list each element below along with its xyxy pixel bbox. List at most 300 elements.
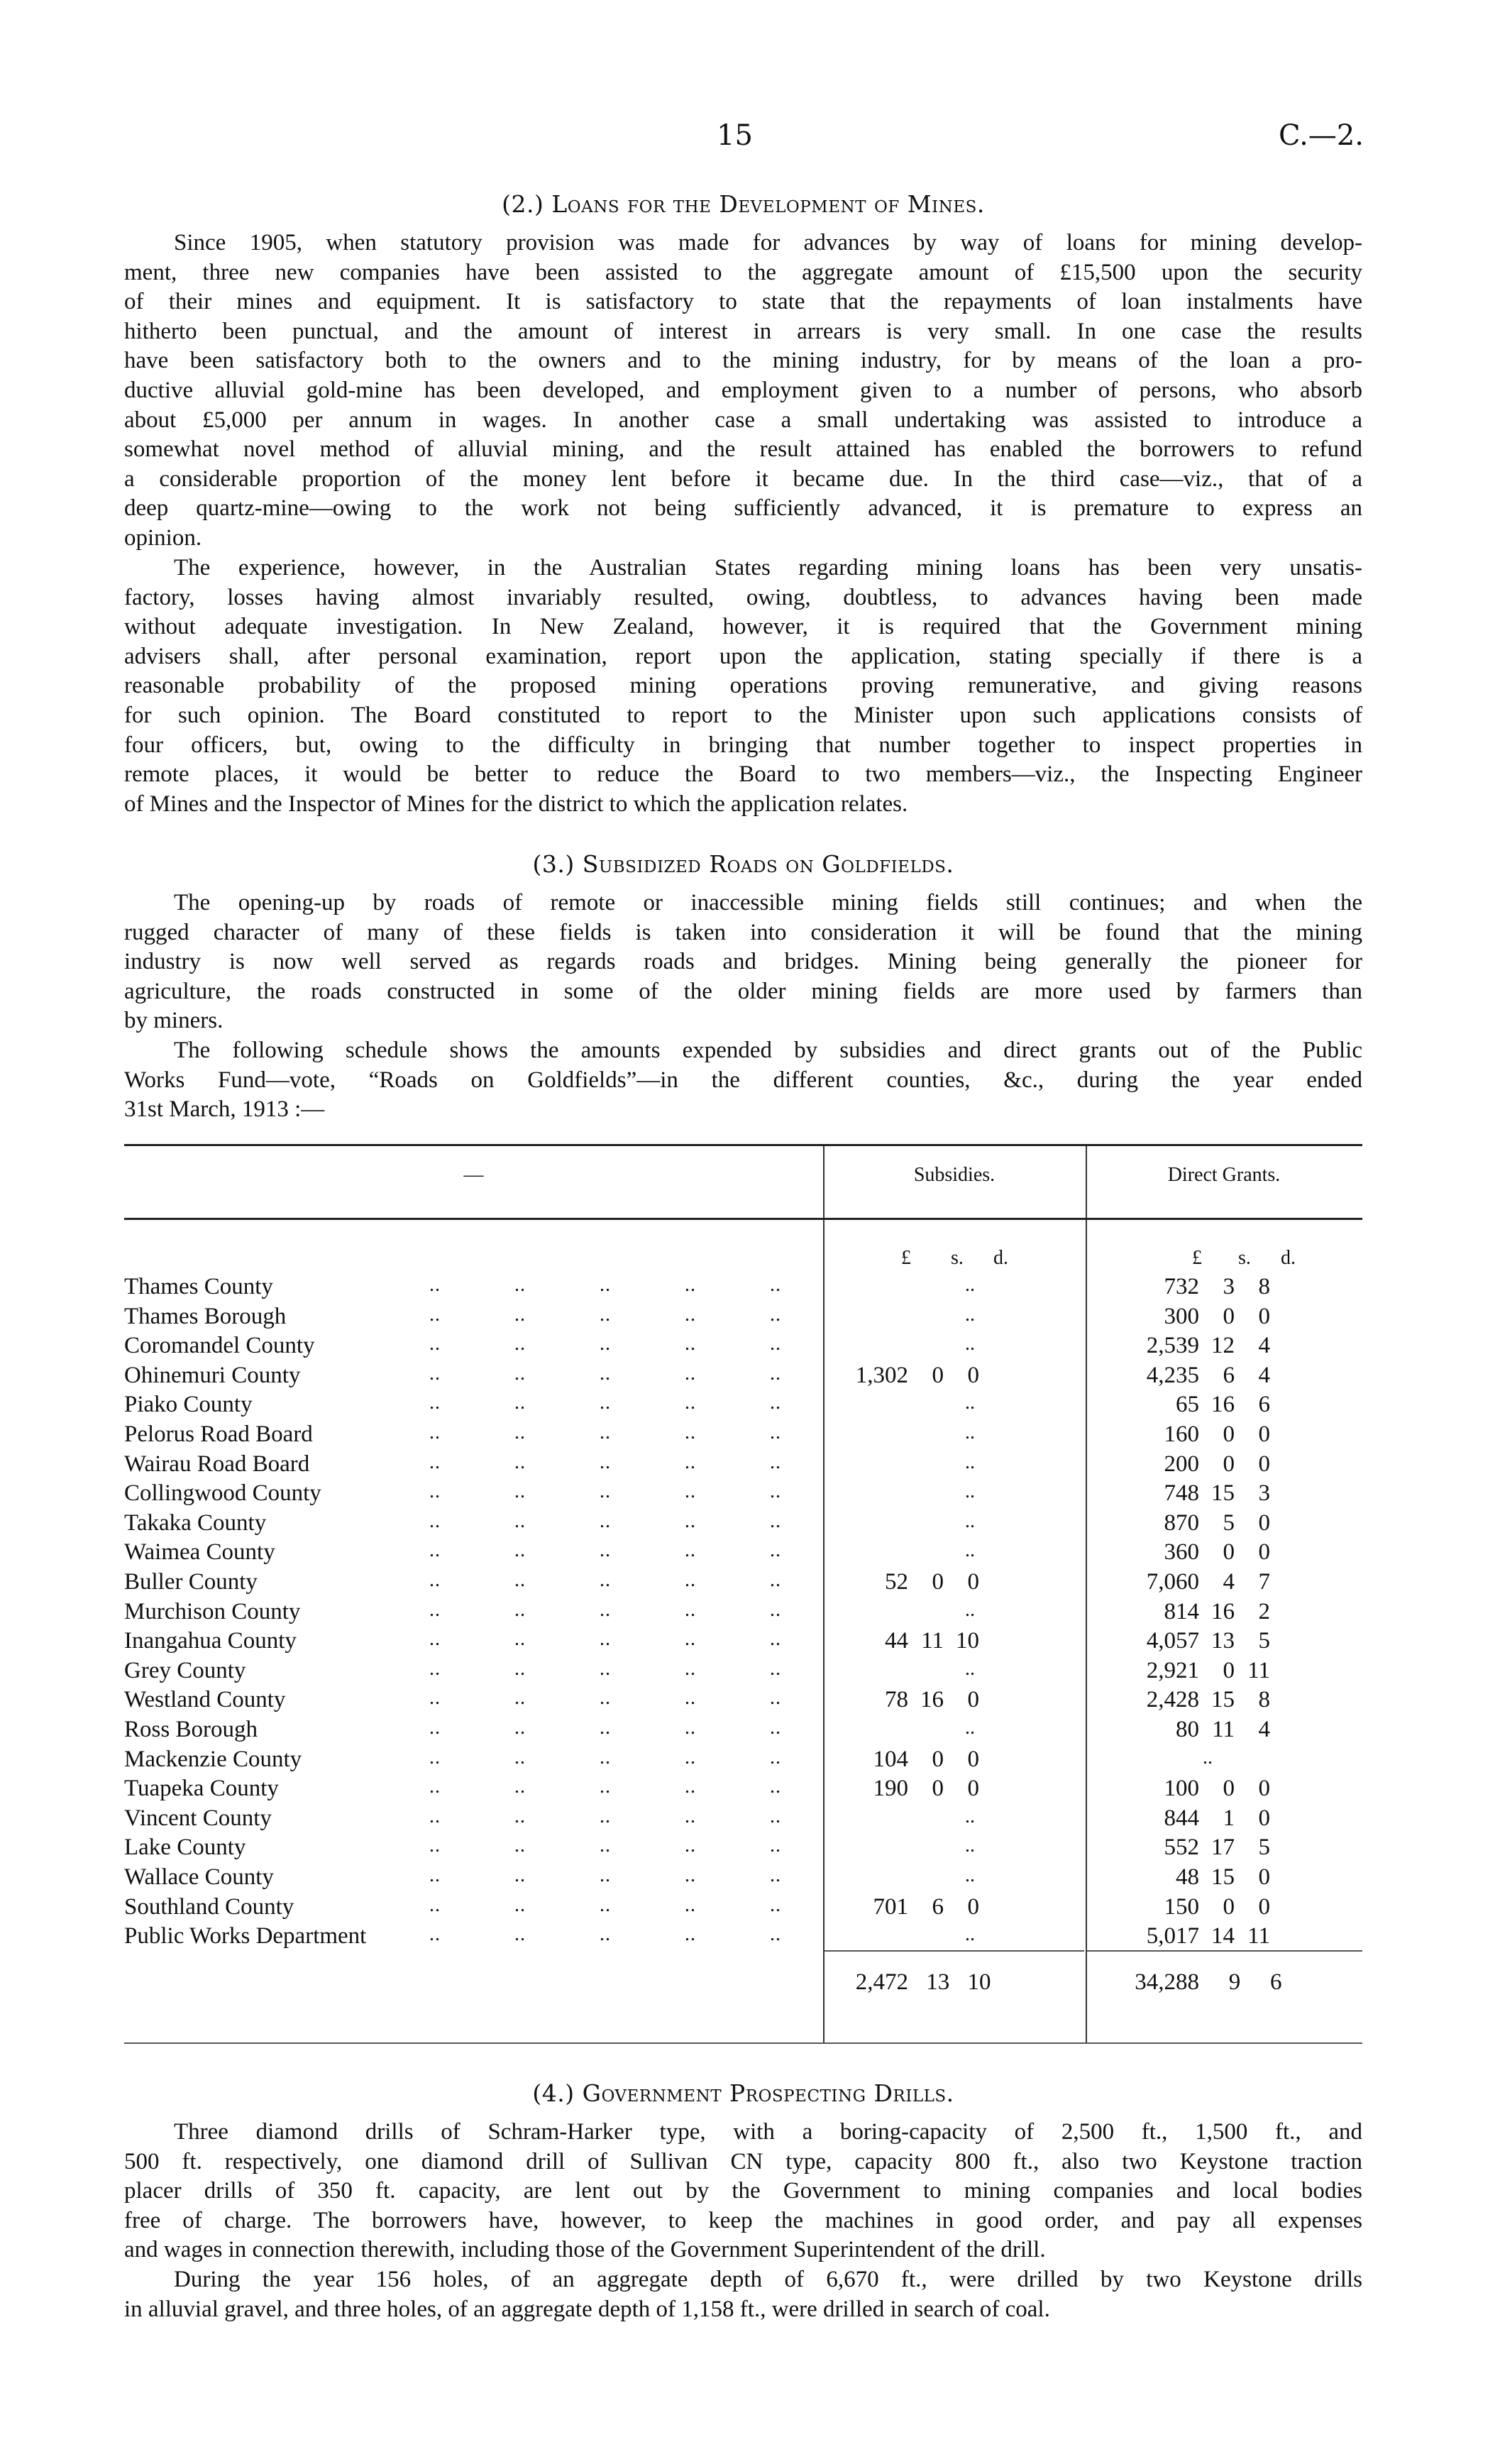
pence-value: 0 [1258,1864,1270,1890]
paragraph-line: ductive alluvial gold-mine has been developed, and employment given to a number of persons, who absorb [124,377,1362,403]
subsidies-cell [823,1894,979,1920]
table-row [124,1569,1362,1599]
dot-leader: .. [514,1392,526,1414]
dot-leader: .. [770,1451,781,1473]
pence-value: 7 [1258,1569,1270,1595]
units-pence: d. [993,1247,1008,1269]
dot-leader: .. [600,1805,611,1827]
empty-cell-marker: .. [965,1923,975,1946]
dot-leader: .. [770,1835,781,1857]
empty-cell-marker: .. [965,1805,975,1827]
pence-value: 5 [1258,1628,1270,1654]
row-label: Grey County [124,1657,246,1683]
paragraph-line: remote places, it would be better to reduce the Board to two members—viz., the Inspecting Engineer [124,761,1362,788]
pence-value: 0 [1258,1805,1270,1831]
dot-leader: .. [514,1451,526,1473]
pence-value: 0 [967,1746,979,1772]
grants-cell [1114,1599,1270,1625]
dot-leader: .. [429,1687,441,1710]
empty-cell-marker: .. [965,1274,975,1296]
dot-leader: .. [600,1362,611,1385]
dot-leader: .. [600,1717,611,1739]
shillings-value: 0 [932,1776,944,1802]
dot-leader: .. [770,1303,781,1326]
pence-value: 0 [967,1569,979,1595]
empty-cell-marker: .. [965,1864,975,1886]
pence-value: 0 [967,1776,979,1802]
dot-leader: .. [600,1864,611,1886]
units-pence: d. [1281,1247,1296,1269]
table-row [124,1421,1362,1451]
section-4-paragraph-1 [124,2118,1362,2265]
paragraph-line: reasonable probability of the proposed mining operations proving remunerative, and giving reasons [124,673,1362,699]
table-row [124,1805,1362,1835]
dot-leader: .. [514,1539,526,1562]
shillings-value: 17 [1211,1835,1235,1861]
pounds-value: 44 [885,1628,908,1654]
pence-value: 11 [1247,1923,1270,1949]
column-header-name: — [463,1164,484,1186]
pence-value: 0 [967,1893,979,1920]
row-label: Wallace County [124,1864,274,1890]
table-top-rule [124,1144,1362,1146]
paragraph-line: for such opinion. The Board constituted to report to the Minister upon such applications consists of [124,702,1362,728]
empty-cell-marker: .. [965,1303,975,1326]
paragraph-line: rugged character of many of these fields is taken into consideration it will be found that the mining [124,919,1362,945]
dot-leader: .. [514,1362,526,1385]
grants-cell [1114,1923,1270,1949]
dot-leader: .. [429,1569,441,1591]
shillings-value: 11 [921,1628,944,1654]
table-row [124,1894,1362,1924]
units-pounds: £ [1192,1247,1202,1269]
section-2-paragraph-1 [124,229,1362,554]
pounds-value: 701 [873,1893,908,1920]
pounds-value: 300 [1164,1303,1199,1329]
pounds-value: 104 [873,1746,908,1772]
shillings-value: 15 [1211,1480,1235,1507]
pence-value: 11 [1247,1657,1270,1683]
grants-cell [1114,1776,1270,1802]
dot-leader: .. [514,1598,526,1621]
pounds-value: 2,428 [1146,1687,1199,1713]
pence-value: 0 [1258,1539,1270,1566]
pounds-value: 870 [1164,1509,1199,1536]
dot-leader: .. [770,1717,781,1739]
empty-cell-marker: .. [965,1509,975,1532]
dot-leader: .. [429,1893,441,1916]
table-row [124,1599,1362,1629]
row-label: Southland County [124,1893,294,1920]
section-3-paragraph-1 [124,889,1362,1036]
dot-leader: .. [514,1333,526,1355]
row-label: Thames County [124,1274,273,1299]
row-label: Collingwood County [124,1480,321,1507]
paragraph-line: The opening-up by roads of remote or inaccessible mining fields still continues; and when the [174,890,1362,915]
shillings-value: 0 [1223,1776,1235,1802]
dot-leader: .. [514,1569,526,1591]
empty-cell-marker: .. [965,1333,975,1355]
dot-leader: .. [685,1333,696,1355]
section-2-paragraph-2 [124,554,1362,819]
pounds-value: 1,302 [855,1362,908,1388]
pence-value: 0 [1258,1776,1270,1802]
paragraph-line: ment, three new companies have been assisted to the aggregate amount of £15,500 upon the security [124,259,1362,285]
pence-value: 2 [1258,1598,1270,1624]
paragraph-line: During the year 156 holes, of an aggregate depth of 6,670 ft., were drilled by two Keystone drills [174,2267,1362,2292]
dot-leader: .. [429,1333,441,1355]
dot-leader: .. [514,1805,526,1827]
section-2-heading: (2.) Loans for the Development of Mines. [502,190,985,218]
shillings-value: 13 [1211,1628,1235,1654]
dot-leader: .. [600,1628,611,1651]
row-label: Piako County [124,1392,253,1418]
shillings-value: 16 [920,1687,944,1713]
subsidies-cell [823,1569,979,1595]
row-label: Pelorus Road Board [124,1421,313,1447]
row-label: Westland County [124,1687,286,1713]
pounds-value: 4,235 [1146,1362,1199,1388]
section-4-heading: (4.) Government Prospecting Drills. [532,2079,954,2107]
grants-cell [1114,1421,1270,1448]
paragraph-line: Since 1905, when statutory provision was made for advances by way of loans for mining develop- [174,230,1362,255]
pence-value: 0 [967,1362,979,1388]
row-label: Wairau Road Board [124,1451,310,1477]
grants-total-rule [1087,1950,1362,1952]
dot-leader: .. [770,1421,781,1443]
dot-leader: .. [514,1657,526,1680]
empty-cell-marker: .. [965,1392,975,1414]
table-row [124,1747,1362,1776]
shillings-value: 12 [1211,1333,1235,1359]
table-header-rule [124,1218,1362,1220]
dot-leader: .. [429,1776,441,1798]
total-pence: 6 [1270,1969,1282,1995]
pounds-value: 2,539 [1146,1333,1199,1359]
shillings-value: 4 [1223,1569,1235,1595]
dot-leader: .. [770,1539,781,1562]
dot-leader: .. [600,1746,611,1769]
dot-leader: .. [685,1598,696,1621]
row-label: Mackenzie County [124,1746,302,1772]
dot-leader: .. [685,1569,696,1591]
paragraph-line: industry is now well served as regards roads and bridges. Mining being generally the pioneer for [124,949,1362,975]
dot-leader: .. [429,1303,441,1326]
subsidies-cell [823,1363,979,1389]
grants-cell [1114,1717,1270,1743]
shillings-value: 0 [1223,1539,1235,1566]
grants-cell [1114,1451,1270,1478]
dot-leader: .. [770,1746,781,1769]
row-label: Buller County [124,1569,258,1595]
pounds-value: 65 [1176,1392,1199,1418]
paragraph-line: four officers, but, owing to the difficulty in bringing that number together to inspect properties in [124,732,1362,758]
grants-cell [1114,1274,1270,1300]
dot-leader: .. [685,1421,696,1443]
dot-leader: .. [770,1923,781,1946]
shillings-value: 11 [1212,1717,1235,1742]
subsidies-cell [823,1747,979,1773]
pence-value: 0 [1258,1893,1270,1920]
grants-cell [1114,1805,1270,1832]
dot-leader: .. [429,1628,441,1651]
section-3-paragraph-2 [124,1036,1362,1125]
dot-leader: .. [685,1480,696,1503]
pence-value: 0 [1258,1509,1270,1536]
empty-cell-marker: .. [965,1598,975,1621]
dot-leader: .. [685,1657,696,1680]
dot-leader: .. [685,1835,696,1857]
shillings-value: 0 [1223,1893,1235,1920]
dot-leader: .. [600,1392,611,1414]
dot-leader: .. [685,1274,696,1296]
pounds-value: 160 [1164,1421,1199,1447]
dot-leader: .. [600,1657,611,1680]
grants-cell [1114,1363,1270,1389]
dot-leader: .. [429,1274,441,1296]
pounds-value: 100 [1164,1776,1199,1802]
dot-leader: .. [685,1805,696,1827]
paragraph-line: without adequate investigation. In New Zealand, however, it is required that the Government mining [124,614,1362,640]
dot-leader: .. [600,1598,611,1621]
dot-leader: .. [770,1805,781,1827]
table-row [124,1776,1362,1805]
paragraph-line: 31st March, 1913 :— [124,1096,325,1123]
paragraph-line: hitherto been punctual, and the amount of interest in arrears is very small. In one case the results [124,318,1362,344]
grants-cell [1114,1628,1270,1654]
dot-leader: .. [514,1421,526,1443]
dot-leader: .. [514,1923,526,1946]
dot-leader: .. [685,1864,696,1886]
pounds-value: 7,060 [1146,1569,1199,1595]
dot-leader: .. [685,1628,696,1651]
pounds-value: 4,057 [1146,1628,1199,1654]
row-label: Public Works Department [124,1923,367,1949]
row-label: Tuapeka County [124,1776,279,1802]
dot-leader: .. [429,1598,441,1621]
grants-cell [1114,1569,1270,1595]
dot-leader: .. [429,1421,441,1443]
paragraph-line: and wages in connection therewith, including those of the Government Superintendent of the drill. [124,2237,1046,2263]
paragraph-line: factory, losses having almost invariably resulted, owing, doubtless, to advances having been made [124,584,1362,610]
dot-leader: .. [514,1746,526,1769]
dot-leader: .. [600,1539,611,1562]
dot-leader: .. [514,1893,526,1916]
pence-value: 5 [1258,1835,1270,1861]
dot-leader: .. [429,1451,441,1473]
document-reference: C.—2. [1278,119,1364,152]
table-row [124,1451,1362,1481]
row-label: Thames Borough [124,1303,287,1329]
empty-cell-marker: .. [965,1539,975,1562]
dot-leader: .. [514,1687,526,1710]
table-row [124,1510,1362,1540]
row-label: Ross Borough [124,1717,258,1742]
units-shillings: s. [951,1247,964,1269]
dot-leader: .. [429,1509,441,1532]
dot-leader: .. [514,1303,526,1326]
row-label: Takaka County [124,1509,267,1536]
empty-cell-marker: .. [965,1657,975,1680]
pounds-value: 732 [1164,1274,1199,1299]
paragraph-line: 500 ft. respectively, one diamond drill of Sullivan CN type, capacity 800 ft., also two Keystone traction [124,2148,1362,2174]
total-shillings: 13 [926,1969,950,1995]
dot-leader: .. [685,1392,696,1414]
empty-cell-marker: .. [965,1480,975,1503]
grants-cell [1114,1304,1270,1330]
shillings-value: 6 [1223,1362,1235,1388]
dot-leader: .. [685,1923,696,1946]
paragraph-line: free of charge. The borrowers have, however, to keep the machines in good order, and pay all expenses [124,2207,1362,2233]
dot-leader: .. [514,1628,526,1651]
shillings-value: 1 [1223,1805,1235,1831]
grants-cell [1114,1864,1270,1891]
dot-leader: .. [770,1569,781,1591]
dot-leader: .. [770,1509,781,1532]
shillings-value: 0 [932,1362,944,1388]
pounds-value: 52 [885,1569,908,1595]
dot-leader: .. [770,1392,781,1414]
dot-leader: .. [514,1509,526,1532]
dot-leader: .. [685,1451,696,1473]
table-row [124,1923,1362,1953]
pounds-value: 748 [1164,1480,1199,1507]
dot-leader: .. [429,1539,441,1562]
table-row [124,1717,1362,1747]
dot-leader: .. [770,1657,781,1680]
dot-leader: .. [685,1687,696,1710]
table-row [124,1363,1362,1392]
paragraph-line: of their mines and equipment. It is satisfactory to state that the repayments of loan instalments have [124,289,1362,315]
dot-leader: .. [770,1864,781,1886]
paragraph-line: in alluvial gravel, and three holes, of an aggregate depth of 1,158 ft., were drilled in search of coal. [124,2296,1050,2322]
dot-leader: .. [600,1333,611,1355]
dot-leader: .. [514,1864,526,1886]
dot-leader: .. [514,1480,526,1503]
pence-value: 3 [1258,1480,1270,1507]
pence-value: 4 [1258,1333,1270,1359]
empty-cell-marker: .. [965,1451,975,1473]
subsidies-cell [823,1628,979,1654]
dot-leader: .. [685,1362,696,1385]
grants-cell [1114,1539,1270,1566]
pounds-value: 844 [1164,1805,1199,1831]
total-shillings: 9 [1228,1969,1241,1995]
table-row [124,1864,1362,1894]
empty-cell-marker: .. [965,1421,975,1443]
row-label: Vincent County [124,1805,272,1831]
pounds-value: 48 [1176,1864,1199,1890]
paragraph-line: opinion. [124,524,202,551]
row-label: Ohinemuri County [124,1362,301,1388]
table-row [124,1539,1362,1569]
units-pounds: £ [901,1247,911,1269]
dot-leader: .. [770,1274,781,1296]
subsidies-total [823,1969,991,1996]
dot-leader: .. [600,1509,611,1532]
dot-leader: .. [600,1451,611,1473]
paragraph-line: have been satisfactory both to the owners and to the mining industry, for by means of the loan a pro- [124,348,1362,374]
dot-leader: .. [600,1893,611,1916]
dot-leader: .. [600,1923,611,1946]
shillings-value: 0 [932,1569,944,1595]
dot-leader: .. [770,1480,781,1503]
paragraph-line: Three diamond drills of Schram-Harker type, with a boring-capacity of 2,500 ft., 1,500 ft., and [174,2119,1362,2145]
dot-leader: .. [429,1864,441,1886]
dot-leader: .. [429,1923,441,1946]
pounds-value: 2,921 [1146,1657,1199,1683]
grants-cell [1114,1894,1270,1920]
dot-leader: .. [685,1509,696,1532]
dot-leader: .. [770,1362,781,1385]
pence-value: 8 [1258,1274,1270,1299]
paragraph-line: The experience, however, in the Australian States regarding mining loans has been very unsatis- [174,555,1362,581]
dot-leader: .. [429,1805,441,1827]
dot-leader: .. [600,1303,611,1326]
dot-leader: .. [600,1480,611,1503]
table-row [124,1687,1362,1717]
grants-cell [1114,1392,1270,1418]
dot-leader: .. [429,1392,441,1414]
paragraph-line: agriculture, the roads constructed in some of the older mining fields are more used by farmers than [124,978,1362,1004]
dot-leader: .. [600,1687,611,1710]
paragraph-line: about £5,000 per annum in wages. In another case a small undertaking was assisted to introduce a [124,407,1362,433]
section-4-paragraph-2 [124,2265,1362,2324]
paragraph-line: by miners. [124,1008,224,1034]
pounds-value: 5,017 [1146,1923,1199,1949]
shillings-value: 0 [1223,1421,1235,1447]
paragraph-line: placer drills of 350 ft. capacity, are lent out by the Government to mining companies and local bodies [124,2178,1362,2204]
page-number: 15 [717,119,753,152]
paragraph-line: a considerable proportion of the money lent before it became due. In the third case—viz., that of a [124,466,1362,492]
pounds-value: 150 [1164,1893,1199,1920]
dot-leader: .. [429,1657,441,1680]
units-shillings: s. [1238,1247,1251,1269]
pounds-value: 200 [1164,1451,1199,1477]
pence-value: 0 [1258,1303,1270,1329]
dot-leader: .. [685,1303,696,1326]
grants-cell [1114,1658,1270,1684]
dot-leader: .. [685,1776,696,1798]
shillings-value: 0 [1223,1303,1235,1329]
dot-leader: .. [514,1835,526,1857]
dot-leader: .. [429,1362,441,1385]
dot-leader: .. [770,1598,781,1621]
dot-leader: .. [429,1480,441,1503]
shillings-value: 3 [1223,1274,1235,1299]
pence-value: 0 [1258,1451,1270,1477]
subsidies-cell [823,1687,979,1713]
row-label: Murchison County [124,1598,301,1624]
grants-cell [1114,1687,1270,1713]
paragraph-line: of Mines and the Inspector of Mines for the district to which the application relates. [124,791,908,817]
pence-value: 0 [1258,1421,1270,1447]
grants-total [1114,1969,1282,1996]
paragraph-line: Works Fund—vote, “Roads on Goldfields”—in the different counties, &c., during the year ended [124,1067,1362,1093]
total-pounds: 34,288 [1135,1969,1199,1995]
dot-leader: .. [770,1776,781,1798]
dot-leader: .. [770,1687,781,1710]
shillings-value: 15 [1211,1864,1235,1890]
paragraph-line: advisers shall, after personal examination, report upon the application, stating specially if there is a [124,643,1362,669]
pounds-value: 552 [1164,1835,1199,1861]
paragraph-line: somewhat novel method of alluvial mining, and the result attained has enabled the borrowers to refund [124,436,1362,463]
pence-value: 6 [1258,1392,1270,1418]
pounds-value: 78 [885,1687,908,1713]
shillings-value: 0 [1223,1657,1235,1683]
dot-leader: .. [770,1333,781,1355]
pence-value: 10 [956,1628,979,1654]
